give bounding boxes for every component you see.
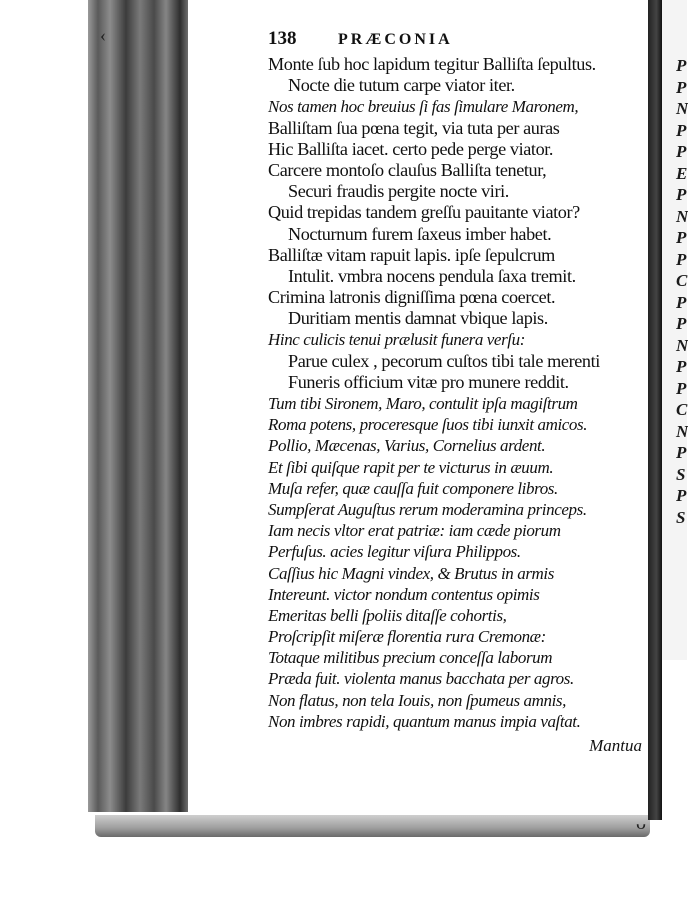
running-head: PRÆCONIA (338, 31, 453, 48)
verse-lines (268, 54, 648, 732)
page-edge-mark: ‹ (100, 25, 106, 45)
right-page-edge (648, 0, 662, 820)
text-line: Pollio, Mæcenas, Varius, Cornelius ardent. (268, 436, 546, 456)
text-line: Duritiam mentis damnat vbique lapis. (288, 308, 548, 329)
text-line: Hinc culicis tenui prælusit funera verſu: (268, 330, 525, 350)
text-line: Emeritas belli ſpoliis ditaſſe cohortis, (268, 605, 507, 625)
text-line: Carcere montoſo clauſus Balliſta tenetur, (268, 159, 547, 180)
page-header (268, 28, 648, 54)
text-line: Intereunt. victor nondum contentus opimis (268, 584, 540, 604)
text-line: Perfuſus. acies legitur viſura Philippos. (268, 542, 521, 562)
text-line: Iam necis vltor erat patriæ: iam cæde piorum (268, 521, 561, 541)
text-line: Proſcripſit miſeræ florentia rura Cremonæ: (268, 627, 546, 647)
text-line: Securi fraudis pergite nocte viri. (288, 181, 509, 202)
text-line: Non flatus, non tela Iouis, non ſpumeus amnis, (268, 690, 566, 710)
text-line: Quid trepidas tandem greſſu pauitante viator? (268, 202, 580, 223)
text-line: Intulit. vmbra nocens pendula ſaxa tremit. (288, 265, 576, 286)
text-line: Roma potens, proceresque ſuos tibi iunxit amicos. (268, 415, 588, 435)
text-line: Tum tibi Sironem, Maro, contulit ipſa magiſtrum (268, 394, 578, 413)
text-line: Crimina latronis digniſſima pœna coercet. (268, 287, 556, 308)
facing-page-text: P P N P P E P N P P C P P N P P C N P S P S (676, 56, 688, 527)
text-line: Nocte die tutum carpe viator iter. (288, 75, 515, 96)
page-curl-mark: ᴗ (636, 812, 646, 834)
text-line: Præda fuit. violenta manus bacchata per agros. (268, 669, 574, 689)
text-line: Sumpſerat Auguſtus rerum moderamina princeps. (268, 499, 587, 519)
text-line: Hic Balliſta iacet. certo pede perge viator. (268, 138, 554, 159)
text-line: Muſa refer, quæ cauſſa fuit componere libros. (268, 478, 558, 498)
text-line: Funeris officium vitæ pro munere reddit. (288, 371, 569, 392)
text-line: Monte ſub hoc lapidum tegitur Balliſta ſepultus. (268, 54, 596, 74)
text-line: Balliſtam ſua pœna tegit, via tuta per auras (268, 117, 560, 138)
catchword: Mantua (589, 736, 642, 755)
text-line: Parue culex , pecorum cuſtos tibi tale merenti (288, 350, 600, 371)
page-text-block (268, 28, 648, 756)
page-number: 138 (268, 28, 297, 49)
text-line: Caſſius hic Magni vindex, & Brutus in armis (268, 563, 554, 583)
text-line: Totaque militibus precium conceſſa laborum (268, 648, 553, 668)
text-line: Et ſibi quiſque rapit per te victurus in æuum. (268, 457, 554, 477)
binding-gutter-shadow (88, 0, 188, 812)
text-line: Non imbres rapidi, quantum manus impia vaſtat. (268, 711, 581, 731)
text-line: Nos tamen hoc breuius ſi fas ſimulare Maronem, (268, 97, 579, 117)
text-line: Balliſtæ vitam rapuit lapis. ipſe ſepulcrum (268, 244, 555, 265)
page-bottom-edge (95, 815, 650, 837)
text-line: Nocturnum furem ſaxeus imber habet. (288, 223, 552, 244)
